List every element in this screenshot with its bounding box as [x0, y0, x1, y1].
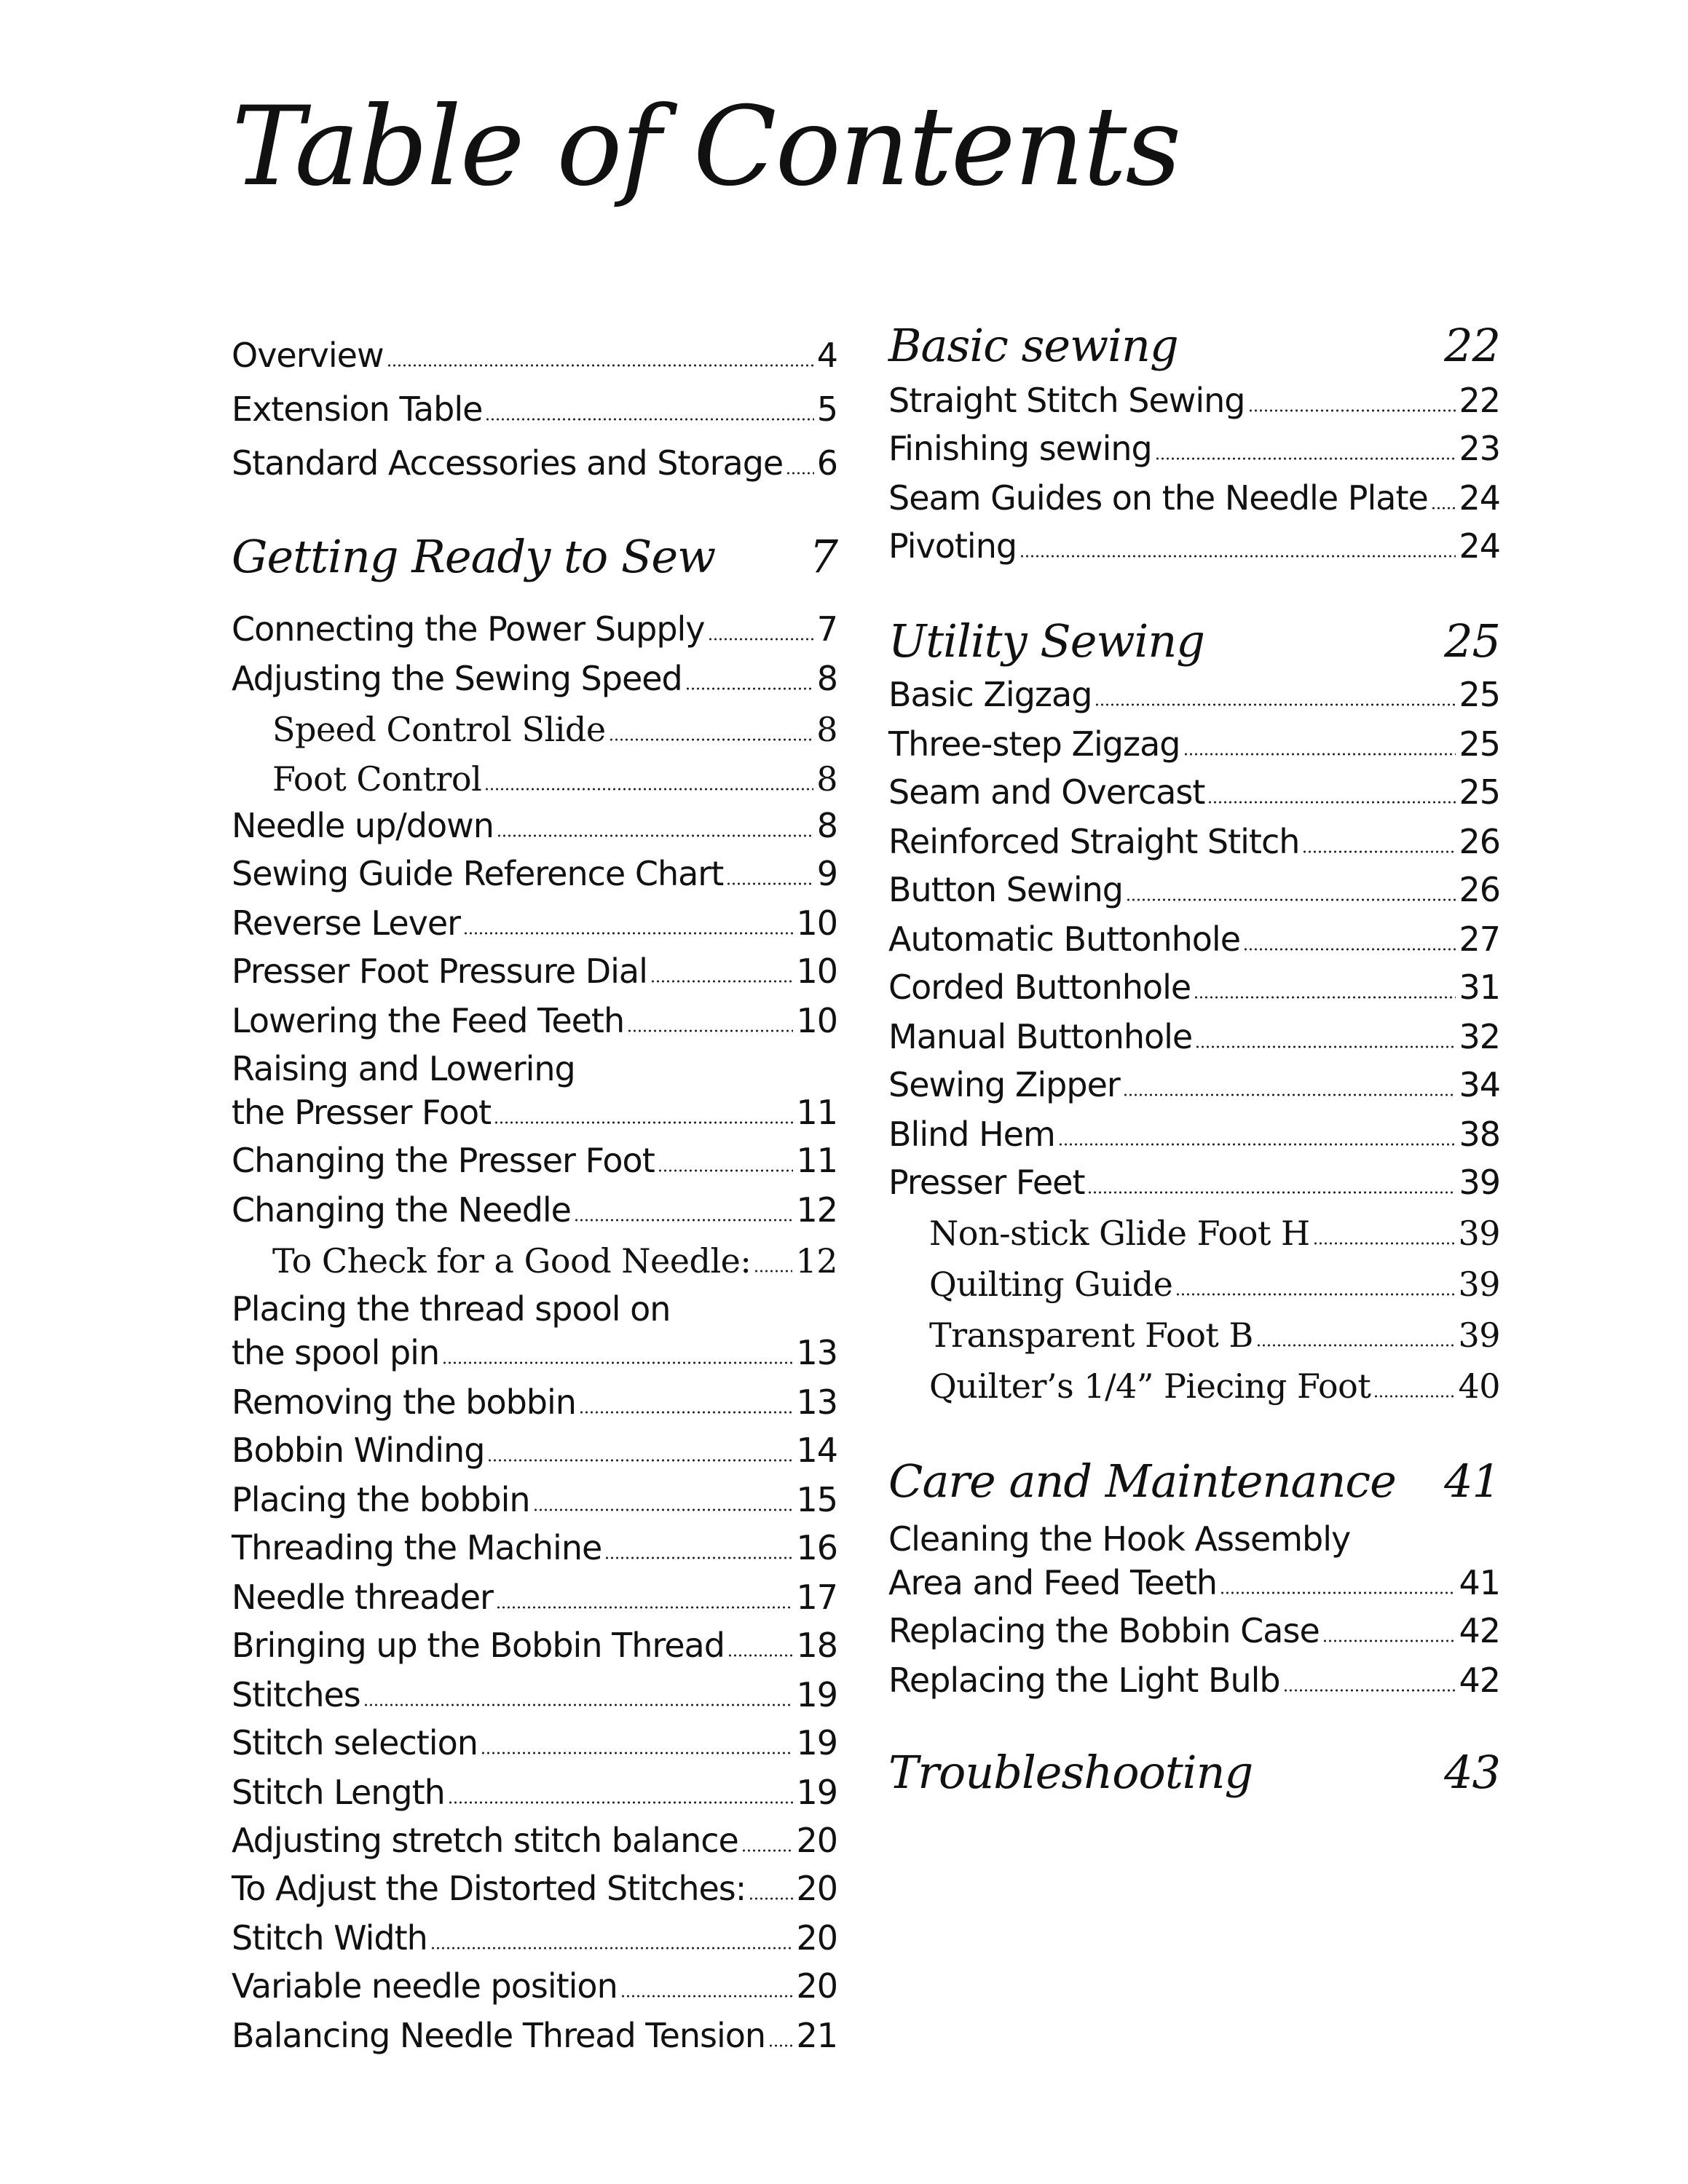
- section-page: 43: [1444, 1746, 1500, 1799]
- toc-entry[interactable]: [232, 804, 837, 847]
- dot-leader: [448, 1801, 794, 1804]
- toc-entry-label: Stitch Length: [232, 1773, 445, 1812]
- section-heading[interactable]: [232, 524, 837, 590]
- dot-leader: [496, 1606, 794, 1609]
- toc-entry[interactable]: [232, 852, 837, 895]
- toc-entry-label: Straight Stitch Sewing: [888, 381, 1245, 420]
- toc-entry[interactable]: [232, 2014, 837, 2057]
- dot-leader: [1095, 703, 1456, 706]
- toc-entry-label: Placing the bobbin: [232, 1480, 530, 1519]
- dot-leader: [485, 418, 813, 421]
- toc-entry-page: 39: [1459, 1163, 1500, 1202]
- toc-entry-page: 10: [796, 1001, 837, 1040]
- toc-entry-label: Seam Guides on the Needle Plate: [888, 478, 1428, 518]
- dot-leader: [604, 1556, 793, 1559]
- toc-subentry[interactable]: [888, 1211, 1500, 1255]
- dot-leader: [1087, 1191, 1456, 1194]
- toc-entry[interactable]: [888, 820, 1500, 863]
- toc-entry-label-cont: Area and Feed Teeth: [888, 1563, 1218, 1602]
- toc-entry-page: 39: [1458, 1265, 1500, 1304]
- toc-entry-label: Stitch Width: [232, 1918, 427, 1958]
- section-heading[interactable]: [888, 313, 1500, 379]
- toc-entry-label: Finishing sewing: [888, 429, 1152, 468]
- toc-entry[interactable]: [232, 1526, 837, 1570]
- toc-entry-label-cont: the spool pin: [232, 1333, 440, 1372]
- toc-entry[interactable]: [888, 770, 1500, 814]
- toc-entry-page: 13: [796, 1382, 837, 1422]
- toc-entry[interactable]: [888, 1063, 1500, 1107]
- toc-entry-label: Changing the Needle: [232, 1190, 571, 1230]
- dot-leader: [497, 834, 814, 837]
- dot-leader: [487, 1459, 793, 1462]
- toc-entry-label: Replacing the Light Bulb: [888, 1661, 1280, 1700]
- toc-entry-label: Bobbin Winding: [232, 1431, 485, 1470]
- toc-entry[interactable]: [232, 1770, 837, 1814]
- dot-leader: [1248, 409, 1456, 412]
- toc-entry-label: Needle threader: [232, 1578, 493, 1617]
- toc-entry-label: Removing the bobbin: [232, 1382, 576, 1422]
- toc-entry-label: Foot Control: [272, 759, 482, 799]
- dot-leader: [650, 980, 794, 983]
- dot-leader: [1207, 801, 1456, 804]
- toc-entry-label: Three-step Zigzag: [888, 724, 1180, 764]
- dot-leader: [430, 1947, 794, 1950]
- toc-entry-label: Stitches: [232, 1675, 360, 1714]
- toc-entry[interactable]: [888, 965, 1500, 1009]
- dot-leader: [387, 364, 814, 367]
- section-heading[interactable]: [888, 1740, 1500, 1805]
- toc-entry-label: Automatic Buttonhole: [888, 919, 1240, 959]
- toc-entry-page: 19: [796, 1773, 837, 1812]
- toc-entry-label: Quilter’s 1/4” Piecing Foot: [929, 1366, 1371, 1406]
- toc-entry-page: 16: [796, 1528, 837, 1567]
- dot-leader: [481, 1752, 794, 1754]
- toc-entry[interactable]: [888, 917, 1500, 961]
- toc-entry-page: 38: [1459, 1115, 1500, 1154]
- toc-entry-label: Quilting Guide: [929, 1265, 1173, 1304]
- page-title: Table of Contents: [232, 84, 1180, 210]
- dot-leader: [574, 1219, 793, 1222]
- toc-entry-label: Corded Buttonhole: [888, 968, 1191, 1007]
- dot-leader: [1322, 1639, 1456, 1642]
- dot-leader: [533, 1508, 794, 1511]
- toc-entry[interactable]: [888, 1561, 1500, 1605]
- section-title: Troubleshooting: [888, 1746, 1253, 1799]
- section-heading[interactable]: [888, 1449, 1500, 1514]
- toc-entry[interactable]: [888, 1160, 1500, 1204]
- toc-entry-label: Balancing Needle Thread Tension: [232, 2016, 766, 2055]
- toc-entry[interactable]: [888, 476, 1500, 520]
- section-heading[interactable]: [888, 609, 1500, 674]
- toc-entry-label: Pivoting: [888, 526, 1017, 566]
- toc-entry-label: Sewing Zipper: [888, 1065, 1120, 1104]
- dot-leader: [786, 472, 813, 475]
- dot-leader: [1302, 850, 1456, 853]
- dot-leader: [727, 1654, 794, 1657]
- toc-entry[interactable]: [888, 1609, 1500, 1653]
- dot-leader: [1019, 555, 1456, 558]
- toc-entry[interactable]: [888, 868, 1500, 911]
- toc-entry-page: 24: [1459, 478, 1500, 518]
- toc-entry-label: Presser Feet: [888, 1163, 1085, 1202]
- dot-leader: [1175, 1293, 1455, 1296]
- toc-entry[interactable]: [888, 379, 1500, 422]
- toc-entry-page: 31: [1459, 968, 1500, 1007]
- toc-entry-page: 23: [1459, 429, 1500, 468]
- section-page: 41: [1444, 1455, 1500, 1508]
- dot-leader: [1126, 898, 1456, 901]
- dot-leader: [463, 932, 793, 935]
- dot-leader: [726, 882, 813, 885]
- toc-entry[interactable]: [232, 1623, 837, 1667]
- toc-entry[interactable]: [232, 1428, 837, 1472]
- toc-entry-page: 8: [816, 710, 837, 749]
- toc-entry[interactable]: [232, 657, 837, 700]
- toc-entry-label: Changing the Presser Foot: [232, 1141, 655, 1180]
- toc-entry-page: 20: [796, 1869, 837, 1908]
- section-title: Care and Maintenance: [888, 1455, 1396, 1508]
- toc-entry-label: Speed Control Slide: [272, 710, 606, 749]
- section-title: Utility Sewing: [888, 614, 1204, 668]
- toc-entry-page: 20: [796, 1918, 837, 1958]
- toc-entry-label: Standard Accessories and Storage: [232, 443, 784, 483]
- section-title: Basic sewing: [888, 319, 1178, 372]
- dot-leader: [627, 1029, 793, 1032]
- dot-leader: [1155, 457, 1456, 460]
- toc-entry-label: Overview: [232, 336, 384, 375]
- dot-leader: [754, 1270, 792, 1273]
- toc-entry-page: 20: [796, 1966, 837, 2006]
- toc-entry-label: Extension Table: [232, 389, 483, 429]
- section-title: Getting Ready to Sew: [232, 530, 716, 583]
- toc-entry-label: Blind Hem: [888, 1115, 1055, 1154]
- toc-entry-page: 26: [1459, 822, 1500, 861]
- dot-leader: [685, 687, 814, 690]
- toc-entry-page: 21: [796, 2016, 837, 2055]
- dot-leader: [1256, 1344, 1456, 1347]
- toc-entry[interactable]: [232, 949, 837, 993]
- toc-entry-page: 8: [816, 659, 837, 698]
- toc-entry-label: Placing the thread spool on: [232, 1289, 671, 1329]
- toc-entry-page: 15: [796, 1480, 837, 1519]
- toc-entry-label: Button Sewing: [888, 870, 1123, 909]
- dot-leader: [494, 1121, 793, 1124]
- toc-entry[interactable]: [232, 1331, 837, 1374]
- toc-entry-page: 14: [796, 1431, 837, 1470]
- toc-entry-page: 10: [796, 951, 837, 991]
- dot-leader: [609, 738, 814, 741]
- toc-entry-page: 17: [796, 1578, 837, 1617]
- toc-subentry[interactable]: [232, 757, 837, 801]
- dot-leader: [442, 1361, 793, 1364]
- toc-entry-label: Sewing Guide Reference Chart: [232, 854, 724, 893]
- dot-leader: [1283, 1689, 1456, 1692]
- toc-entry-label: Threading the Machine: [232, 1528, 602, 1567]
- toc-entry-label: To Adjust the Distorted Stitches:: [232, 1869, 746, 1908]
- dot-leader: [658, 1169, 794, 1172]
- toc-entry-label: Needle up/down: [232, 806, 494, 845]
- toc-entry[interactable]: [232, 1867, 837, 1910]
- toc-entry[interactable]: [232, 387, 837, 431]
- toc-entry-label: Presser Foot Pressure Dial: [232, 951, 647, 991]
- toc-entry-page: 39: [1458, 1214, 1500, 1253]
- dot-leader: [768, 2044, 793, 2047]
- toc-entry-page: 9: [816, 854, 837, 893]
- toc-entry[interactable]: [888, 673, 1500, 716]
- toc-entry[interactable]: [232, 1964, 837, 2008]
- toc-entry-label: Reinforced Straight Stitch: [888, 822, 1300, 861]
- toc-entry[interactable]: [888, 722, 1500, 766]
- dot-leader: [1220, 1591, 1456, 1594]
- toc-entry-page: 32: [1459, 1017, 1500, 1056]
- toc-entry-page: 12: [796, 1190, 837, 1230]
- toc-entry-page: 25: [1459, 772, 1500, 812]
- toc-entry-page: 40: [1458, 1366, 1500, 1406]
- toc-entry-label-cont: the Presser Foot: [232, 1093, 492, 1132]
- toc-entry-label: Variable needle position: [232, 1966, 618, 2006]
- dot-leader: [1183, 753, 1456, 756]
- toc-entry[interactable]: [232, 1721, 837, 1765]
- dot-leader: [1194, 996, 1456, 999]
- toc-subentry[interactable]: [232, 1239, 837, 1283]
- toc-entry-label: Cleaning the Hook Assembly: [888, 1519, 1351, 1559]
- toc-subentry[interactable]: [232, 708, 837, 751]
- toc-entry-page: 4: [816, 336, 837, 375]
- toc-entry-label: Raising and Lowering: [232, 1049, 575, 1088]
- toc-entry[interactable]: [888, 1015, 1500, 1059]
- toc-entry[interactable]: [232, 1575, 837, 1619]
- toc-entry-page: 6: [816, 443, 837, 483]
- toc-entry-page: 11: [796, 1093, 837, 1132]
- dot-leader: [620, 1995, 794, 1998]
- toc-entry-page: 26: [1459, 870, 1500, 909]
- toc-entry-page: 42: [1459, 1661, 1500, 1700]
- toc-entry-page: 20: [796, 1821, 837, 1860]
- toc-subentry[interactable]: [888, 1313, 1500, 1357]
- toc-entry[interactable]: [232, 901, 837, 945]
- dot-leader: [1243, 948, 1456, 951]
- toc-entry-label: Stitch selection: [232, 1723, 478, 1762]
- toc-subentry[interactable]: [888, 1364, 1500, 1408]
- toc-subentry[interactable]: [888, 1262, 1500, 1306]
- toc-entry-label: Manual Buttonhole: [888, 1017, 1193, 1056]
- toc-entry-line1: [888, 1517, 1500, 1561]
- toc-entry-label: Connecting the Power Supply: [232, 609, 705, 649]
- toc-entry-page: 41: [1459, 1563, 1500, 1602]
- toc-entry-page: 39: [1458, 1315, 1500, 1355]
- toc-entry-page: 10: [796, 903, 837, 943]
- toc-entry[interactable]: [232, 1188, 837, 1232]
- toc-entry[interactable]: [888, 1658, 1500, 1702]
- dot-leader: [1431, 507, 1456, 510]
- toc-entry-page: 25: [1459, 675, 1500, 714]
- toc-entry[interactable]: [232, 1673, 837, 1717]
- toc-entry[interactable]: [232, 1478, 837, 1522]
- toc-entry[interactable]: [232, 333, 837, 377]
- toc-entry[interactable]: [888, 1112, 1500, 1156]
- section-page: 7: [809, 530, 837, 583]
- toc-entry[interactable]: [232, 1091, 837, 1134]
- toc-entry[interactable]: [232, 999, 837, 1042]
- toc-entry[interactable]: [232, 1380, 837, 1424]
- toc-entry-page: 8: [816, 806, 837, 845]
- toc-entry-page: 19: [796, 1675, 837, 1714]
- toc-entry-label: Replacing the Bobbin Case: [888, 1611, 1320, 1650]
- dot-leader: [1195, 1045, 1456, 1048]
- dot-leader: [363, 1704, 794, 1706]
- toc-entry-page: 18: [796, 1626, 837, 1665]
- toc-entry[interactable]: [232, 607, 837, 651]
- toc-entry-label: Lowering the Feed Teeth: [232, 1001, 625, 1040]
- toc-entry-page: 12: [795, 1241, 837, 1281]
- toc-entry-page: 11: [796, 1141, 837, 1180]
- toc-entry-page: 8: [816, 759, 837, 799]
- toc-entry[interactable]: [232, 1139, 837, 1182]
- toc-entry-label: Non-stick Glide Foot H: [929, 1214, 1310, 1253]
- section-page: 25: [1444, 614, 1500, 668]
- toc-entry-line1: [232, 1287, 837, 1331]
- section-page: 22: [1444, 319, 1500, 372]
- toc-entry-label: Adjusting the Sewing Speed: [232, 659, 682, 698]
- dot-leader: [1123, 1093, 1456, 1096]
- toc-entry-page: 27: [1459, 919, 1500, 959]
- toc-entry-page: 19: [796, 1723, 837, 1762]
- toc-entry-label: Basic Zigzag: [888, 675, 1092, 714]
- toc-entry-label: Bringing up the Bobbin Thread: [232, 1626, 725, 1665]
- dot-leader: [579, 1411, 794, 1414]
- toc-entry-line1: [232, 1047, 837, 1091]
- dot-leader: [1313, 1242, 1456, 1245]
- toc-entry-label: Adjusting stretch stitch balance: [232, 1821, 738, 1860]
- toc-entry-page: 7: [816, 609, 837, 649]
- toc-entry[interactable]: [888, 427, 1500, 470]
- dot-leader: [484, 788, 813, 791]
- dot-leader: [741, 1849, 794, 1852]
- toc-entry[interactable]: [232, 1819, 837, 1862]
- toc-entry-label: To Check for a Good Needle:: [272, 1241, 752, 1281]
- toc-entry[interactable]: [232, 1916, 837, 1960]
- toc-entry-page: 25: [1459, 724, 1500, 764]
- dot-leader: [1373, 1395, 1455, 1398]
- toc-entry-label: Reverse Lever: [232, 903, 461, 943]
- toc-entry-label: Seam and Overcast: [888, 772, 1205, 812]
- toc-entry-label: Transparent Foot B: [929, 1315, 1253, 1355]
- toc-entry-page: 22: [1459, 381, 1500, 420]
- toc-entry-page: 24: [1459, 526, 1500, 566]
- toc-entry-page: 42: [1459, 1611, 1500, 1650]
- dot-leader: [1058, 1143, 1456, 1146]
- toc-entry-page: 5: [816, 389, 837, 429]
- toc-entry-page: 13: [796, 1333, 837, 1372]
- toc-entry-page: 34: [1459, 1065, 1500, 1104]
- toc-entry[interactable]: [888, 524, 1500, 568]
- dot-leader: [749, 1897, 793, 1900]
- toc-entry[interactable]: [232, 441, 837, 485]
- dot-leader: [708, 638, 814, 641]
